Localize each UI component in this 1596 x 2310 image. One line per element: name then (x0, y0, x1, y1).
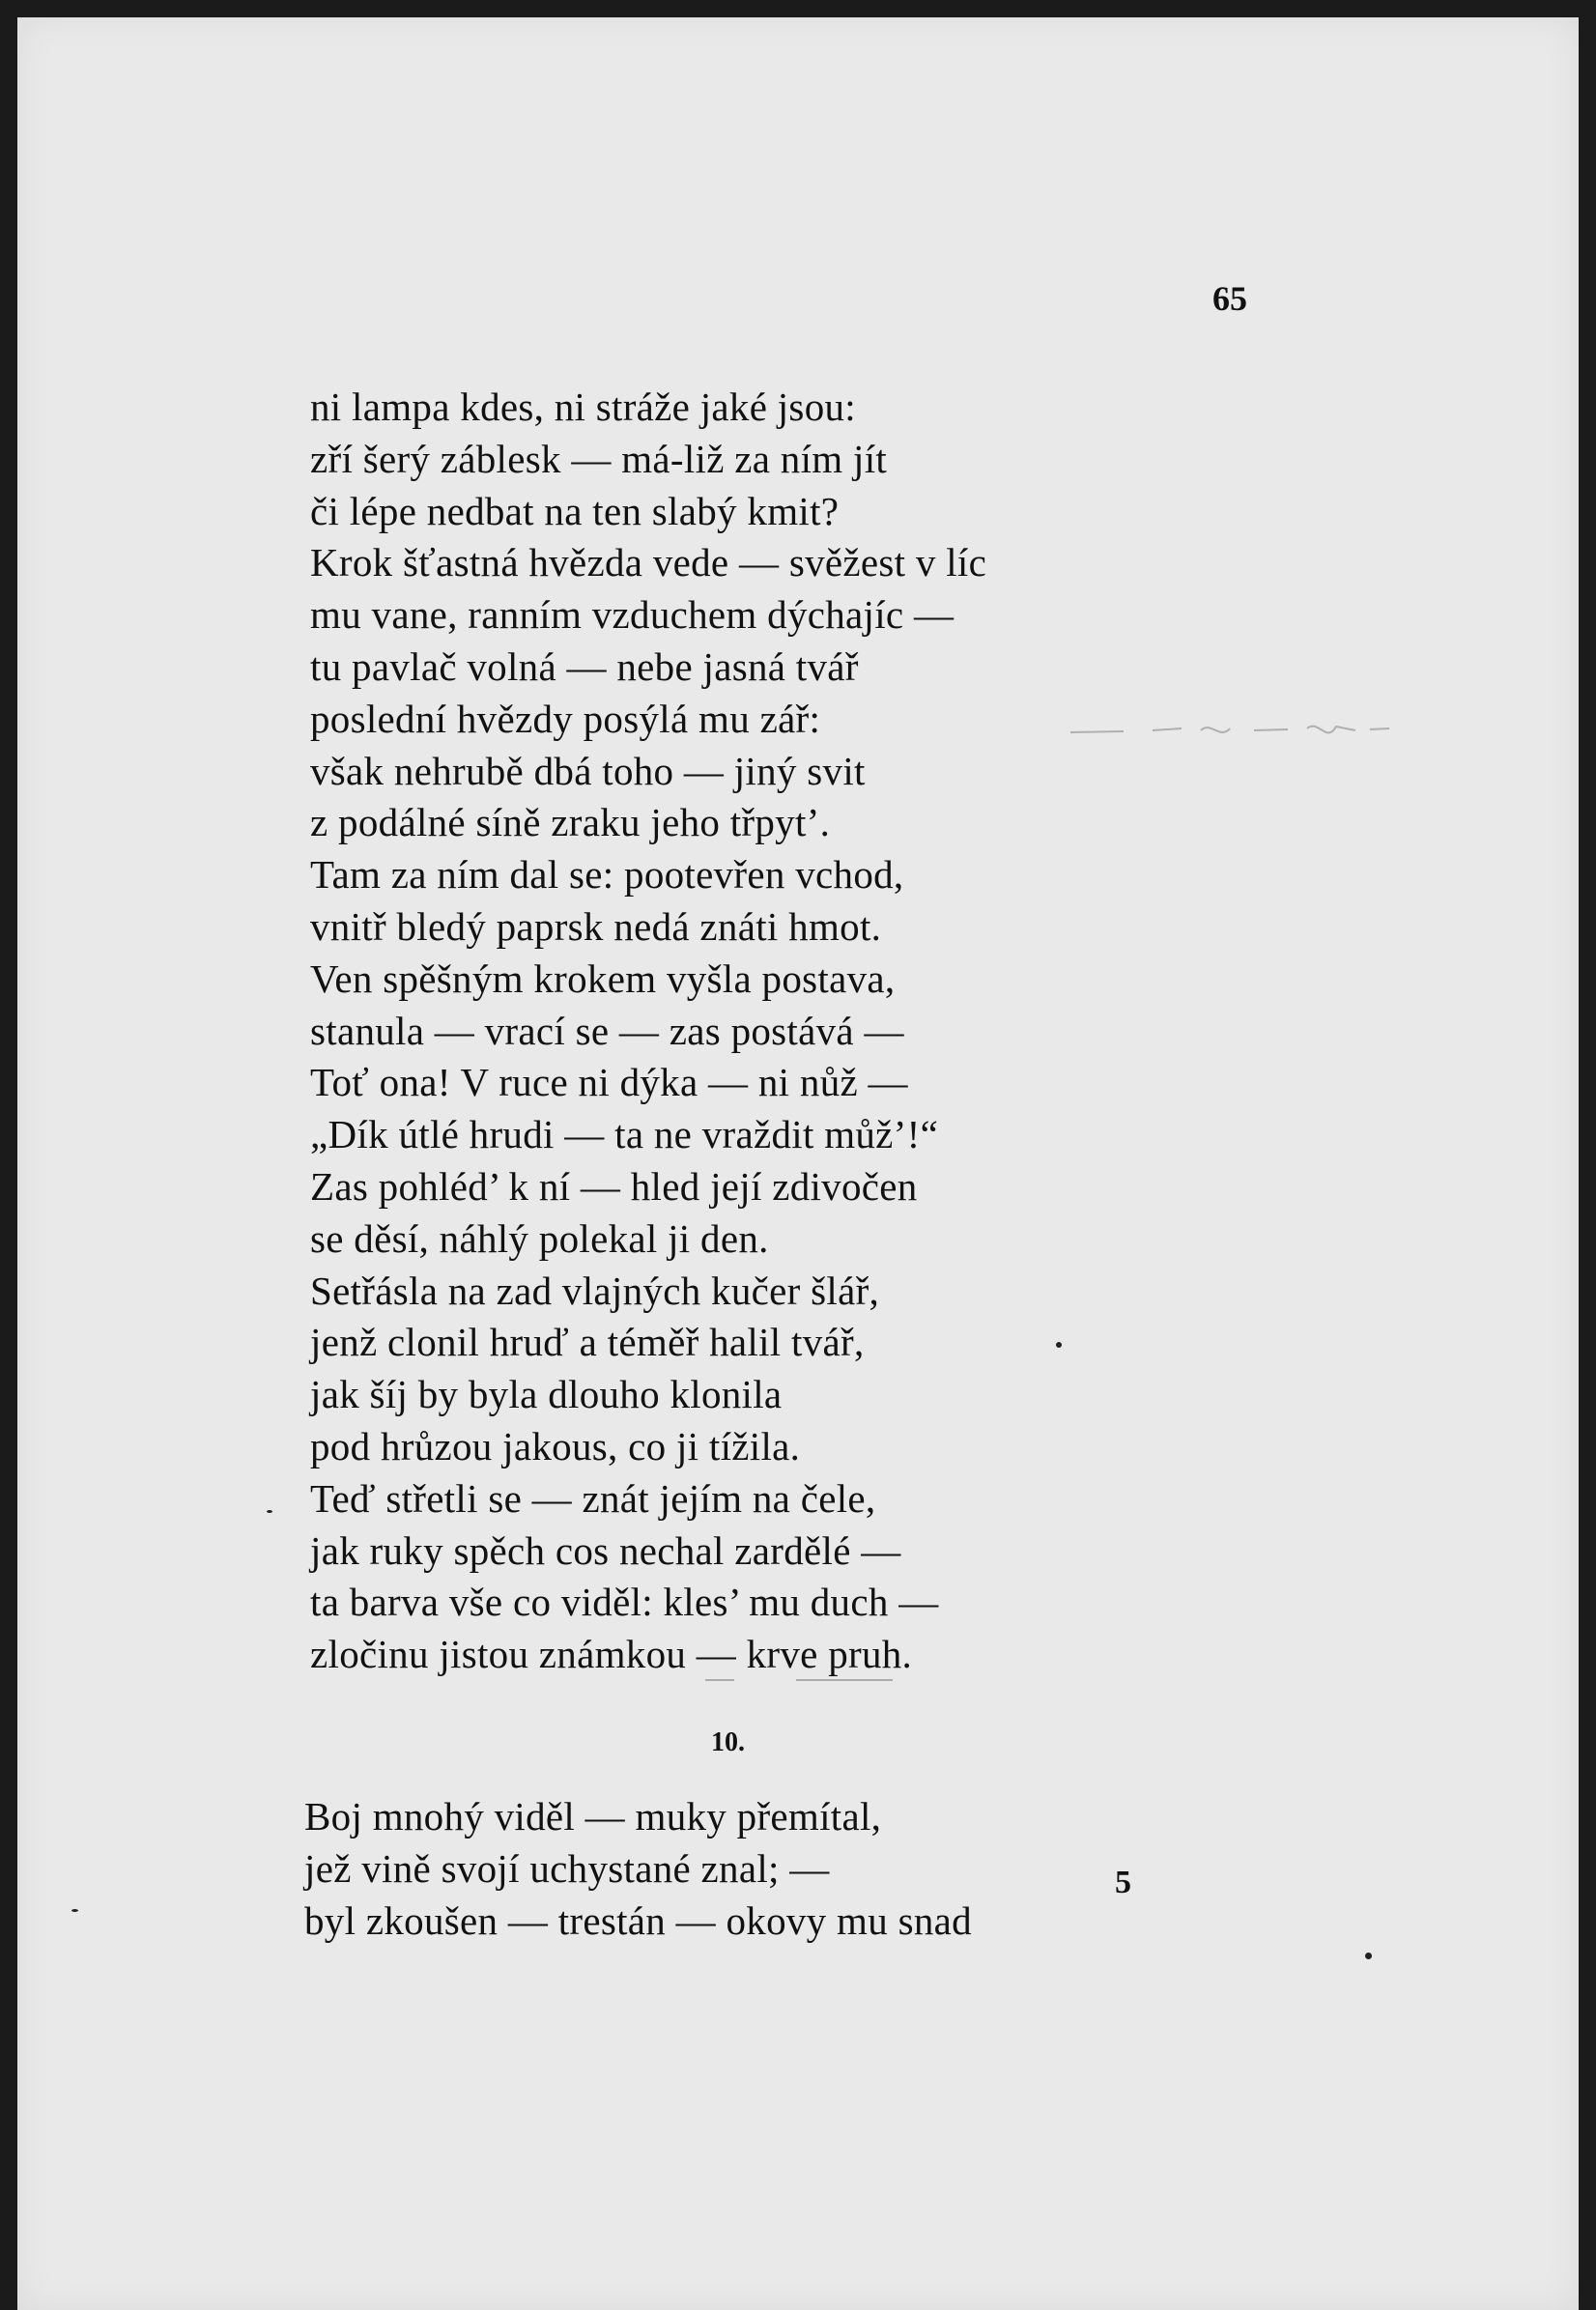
verse-line: Ven spěšným krokem vyšla postava, (310, 955, 896, 1001)
verse-line: vnitř bledý paprsk nedá znáti hmot. (310, 903, 882, 949)
speck (71, 1909, 78, 1912)
verse-line: stanula — vrací se — zas postává — (310, 1008, 904, 1053)
verse-block (310, 382, 1180, 1681)
verse-line: Teď střetli se — znát jejím na čele, (310, 1475, 876, 1521)
verse-line: mu vane, ranním vzduchem dýchajíc — (310, 592, 955, 638)
page-number: 65 (1212, 279, 1247, 318)
verse-line: Krok šťastná hvězda vede — svěžest v líc (310, 540, 987, 585)
verse-line: ta barva vše co viděl: kles’ mu duch — (310, 1580, 939, 1625)
rule-mark (796, 1679, 893, 1681)
verse-line: tu pavlač volná — nebe jasná tvář (310, 643, 859, 689)
section-verse-block (304, 1791, 1174, 1947)
verse-line: zločinu jistou známkou — krve pruh. (310, 1632, 913, 1677)
verse-line: „Dík útlé hrudi — ta ne vraždit můž’!“ (310, 1112, 939, 1157)
verse-line: z podálné síně zraku jeho třpyt’. (310, 800, 831, 845)
verse-line: jak šíj by byla dlouho klonila (310, 1372, 783, 1417)
verse-line: jak ruky spěch cos nechal zardělé — (310, 1527, 901, 1573)
speck (1365, 1953, 1372, 1959)
verse-line: jež vině svojí uchystané znal; — (304, 1845, 830, 1891)
verse-line: však nehrubě dbá toho — jiný svit (310, 748, 866, 793)
verse-line: se děsí, náhlý polekal ji den. (310, 1215, 769, 1261)
book-page (17, 17, 1579, 2310)
verse-line: ni lampa kdes, ni stráže jaké jsou: (310, 385, 856, 429)
verse-line: či lépe nedbat na ten slabý kmit? (310, 488, 840, 533)
verse-line: pod hrůzou jakous, co ji tížila. (310, 1423, 801, 1469)
verse-line: Zas pohléd’ k ní — hled její zdivočen (310, 1163, 918, 1209)
verse-line: Boj mnohý viděl — muky přemítal, (304, 1794, 882, 1839)
verse-line: Toť ona! V ruce ni dýka — ni nůž — (310, 1060, 908, 1105)
rule-mark (705, 1679, 734, 1681)
verse-line: poslední hvězdy posýlá mu zář: (310, 696, 821, 741)
verse-line: jenž clonil hruď a téměř halil tvář, (310, 1320, 865, 1365)
section-number: 10. (711, 1727, 745, 1757)
pencil-scribble (1066, 701, 1394, 759)
verse-line: byl zkoušen — trestán — okovy mu snad (304, 1897, 972, 1943)
signature-mark: 5 (1115, 1865, 1131, 1900)
speck (1056, 1342, 1062, 1348)
speck (267, 1510, 272, 1513)
verse-line: Tam za ním dal se: pootevřen vchod, (310, 852, 904, 898)
verse-line: Setřásla na zad vlajných kučer šlář, (310, 1268, 880, 1313)
verse-line: zří šerý záblesk — má-liž za ním jít (310, 436, 888, 481)
